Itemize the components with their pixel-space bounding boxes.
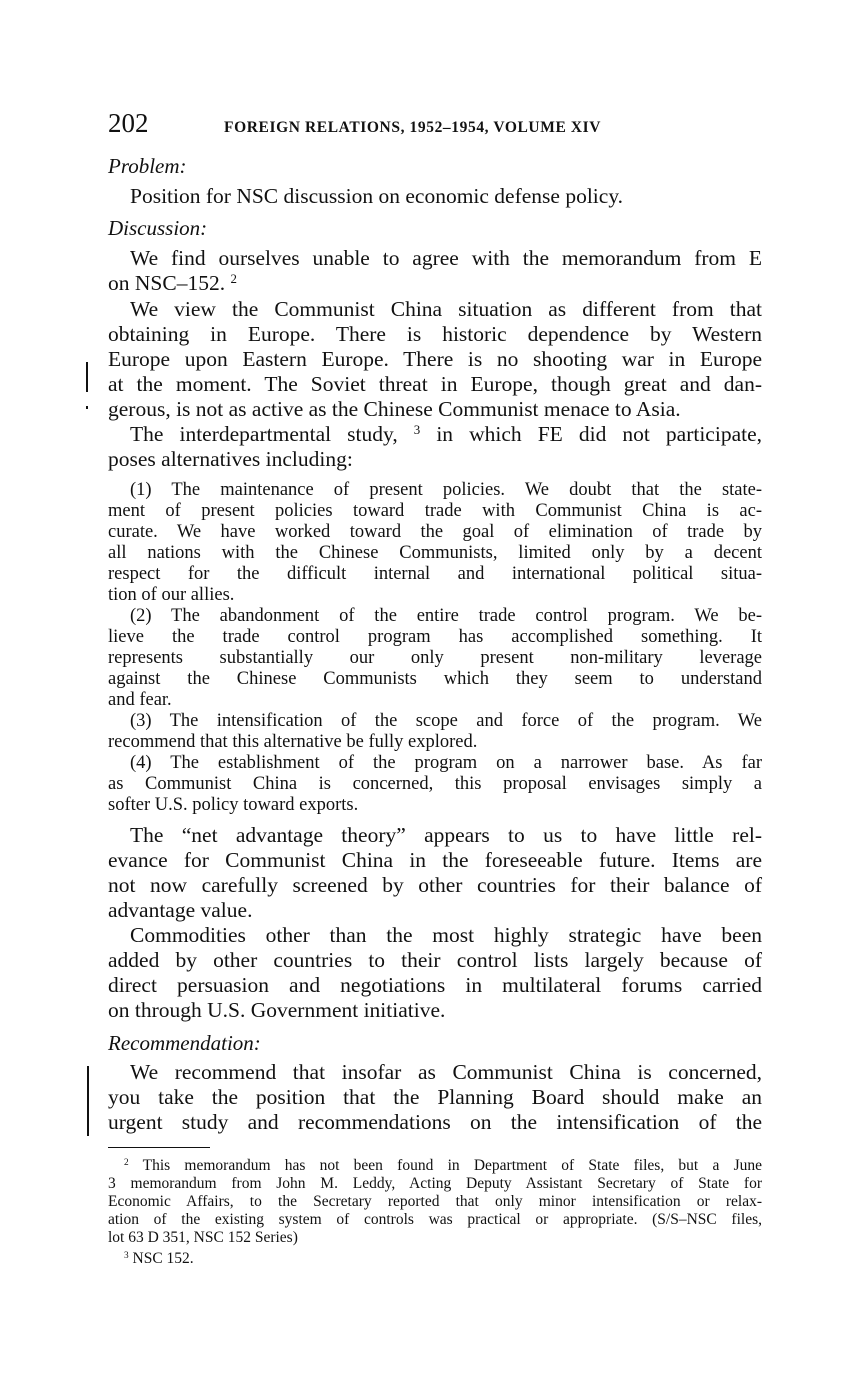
problem-label: Problem:: [108, 154, 187, 178]
footnote-2-line: $^2$ This memorandum has not been found in Department of State files, but a June: [124, 1157, 762, 1174]
paragraph-line: Europe upon Eastern Europe. There is no shooting war in Europe: [108, 347, 762, 371]
paragraph-line: you take the position that the Planning Board should make an: [108, 1085, 762, 1109]
paragraph-line: direct persuasion and negotiations in multilateral forums carried: [108, 973, 762, 997]
paragraph-line: evance for Communist China in the foreseeable future. Items are: [108, 848, 762, 872]
alternative-line: (2) The abandonment of the entire trade control program. We be-: [130, 606, 762, 626]
margin-bar: [87, 1066, 89, 1136]
paragraph-line: not now carefully screened by other countries for their balance of: [108, 873, 762, 897]
footnote-2-mark: 2: [124, 1157, 129, 1168]
paragraph-line: advantage value.: [108, 898, 253, 922]
paragraph-line: on NSC–152. $^2$: [108, 271, 237, 295]
recommendation-label: Recommendation:: [108, 1031, 261, 1055]
footnote-2-line: lot 63 D 351, NSC 152 Series): [108, 1229, 298, 1246]
footnote-3-mark: 3: [124, 1250, 129, 1261]
paragraph-line: We recommend that insofar as Communist China is concerned,: [130, 1060, 762, 1084]
paragraph-line: We find ourselves unable to agree with the memorandum from E: [130, 246, 762, 270]
paragraph-line: at the moment. The Soviet threat in Europe, though great and dan-: [108, 372, 762, 396]
footnote-3-line: $^3$ NSC 152.: [124, 1250, 194, 1267]
alternative-line: all nations with the Chinese Communists, limited only by a decent: [108, 543, 762, 563]
alternative-line: represents substantially our only present non-military leverage: [108, 648, 762, 668]
paragraph-line: The interdepartmental study, $^3$ in which FE did not participate,: [130, 422, 763, 446]
alternative-line: softer U.S. policy toward exports.: [108, 795, 359, 815]
alternative-line: ment of present policies toward trade with Communist China is ac-: [108, 501, 762, 521]
paragraph-line: poses alternatives including:: [108, 447, 353, 471]
footnote-2-line: Economic Affairs, to the Secretary reported that only minor intensification or relax-: [108, 1193, 762, 1210]
alternative-line: recommend that this alternative be fully explored.: [108, 732, 478, 752]
alternative-line: lieve the trade control program has accomplished something. It: [108, 627, 762, 647]
alternative-line: and fear.: [108, 690, 172, 710]
alternative-line: curate. We have worked toward the goal of elimination of trade by: [108, 522, 762, 542]
alternative-line: respect for the difficult internal and international political situa-: [108, 564, 762, 584]
paragraph-line: gerous, is not as active as the Chinese Communist menace to Asia.: [108, 397, 681, 421]
discussion-label: Discussion:: [108, 216, 208, 240]
paragraph-line: on through U.S. Government initiative.: [108, 998, 446, 1022]
alternative-line: as Communist China is concerned, this proposal envisages simply a: [108, 774, 762, 794]
alternative-line: against the Chinese Communists which they seem to understand: [108, 669, 762, 689]
footnote-ref-3[interactable]: 3: [413, 422, 421, 437]
margin-bar: [86, 362, 88, 392]
paragraph-line: urgent study and recommendations on the intensification of the: [108, 1110, 762, 1134]
paragraph-line: We view the Communist China situation as different from that: [130, 297, 762, 321]
footnote-2-line: 3 memorandum from John M. Leddy, Acting Deputy Assistant Secretary of State for: [108, 1175, 762, 1192]
problem-text: Position for NSC discussion on economic defense policy.: [130, 184, 624, 208]
page-number: 202: [108, 108, 149, 138]
alternative-line: (4) The establishment of the program on a narrower base. As far: [130, 753, 762, 773]
paragraph-line: added by other countries to their control lists largely because of: [108, 948, 762, 972]
footnote-ref-2[interactable]: 2: [230, 271, 237, 286]
margin-dot: [86, 406, 88, 409]
alternative-line: (1) The maintenance of present policies. We doubt that the state-: [130, 480, 762, 500]
paragraph-line: obtaining in Europe. There is historic dependence by Western: [108, 322, 762, 346]
alternative-line: (3) The intensification of the scope and force of the program. We: [130, 711, 762, 731]
alternative-line: tion of our allies.: [108, 585, 235, 605]
footnote-rule: [108, 1147, 210, 1148]
paragraph-line: Commodities other than the most highly strategic have been: [130, 923, 762, 947]
paragraph-line: The “net advantage theory” appears to us to have little rel-: [130, 823, 762, 847]
running-title: FOREIGN RELATIONS, 1952–1954, VOLUME XIV: [224, 119, 602, 136]
footnote-2-line: ation of the existing system of controls was practical or appropriate. (S/S–NSC files,: [108, 1211, 762, 1228]
